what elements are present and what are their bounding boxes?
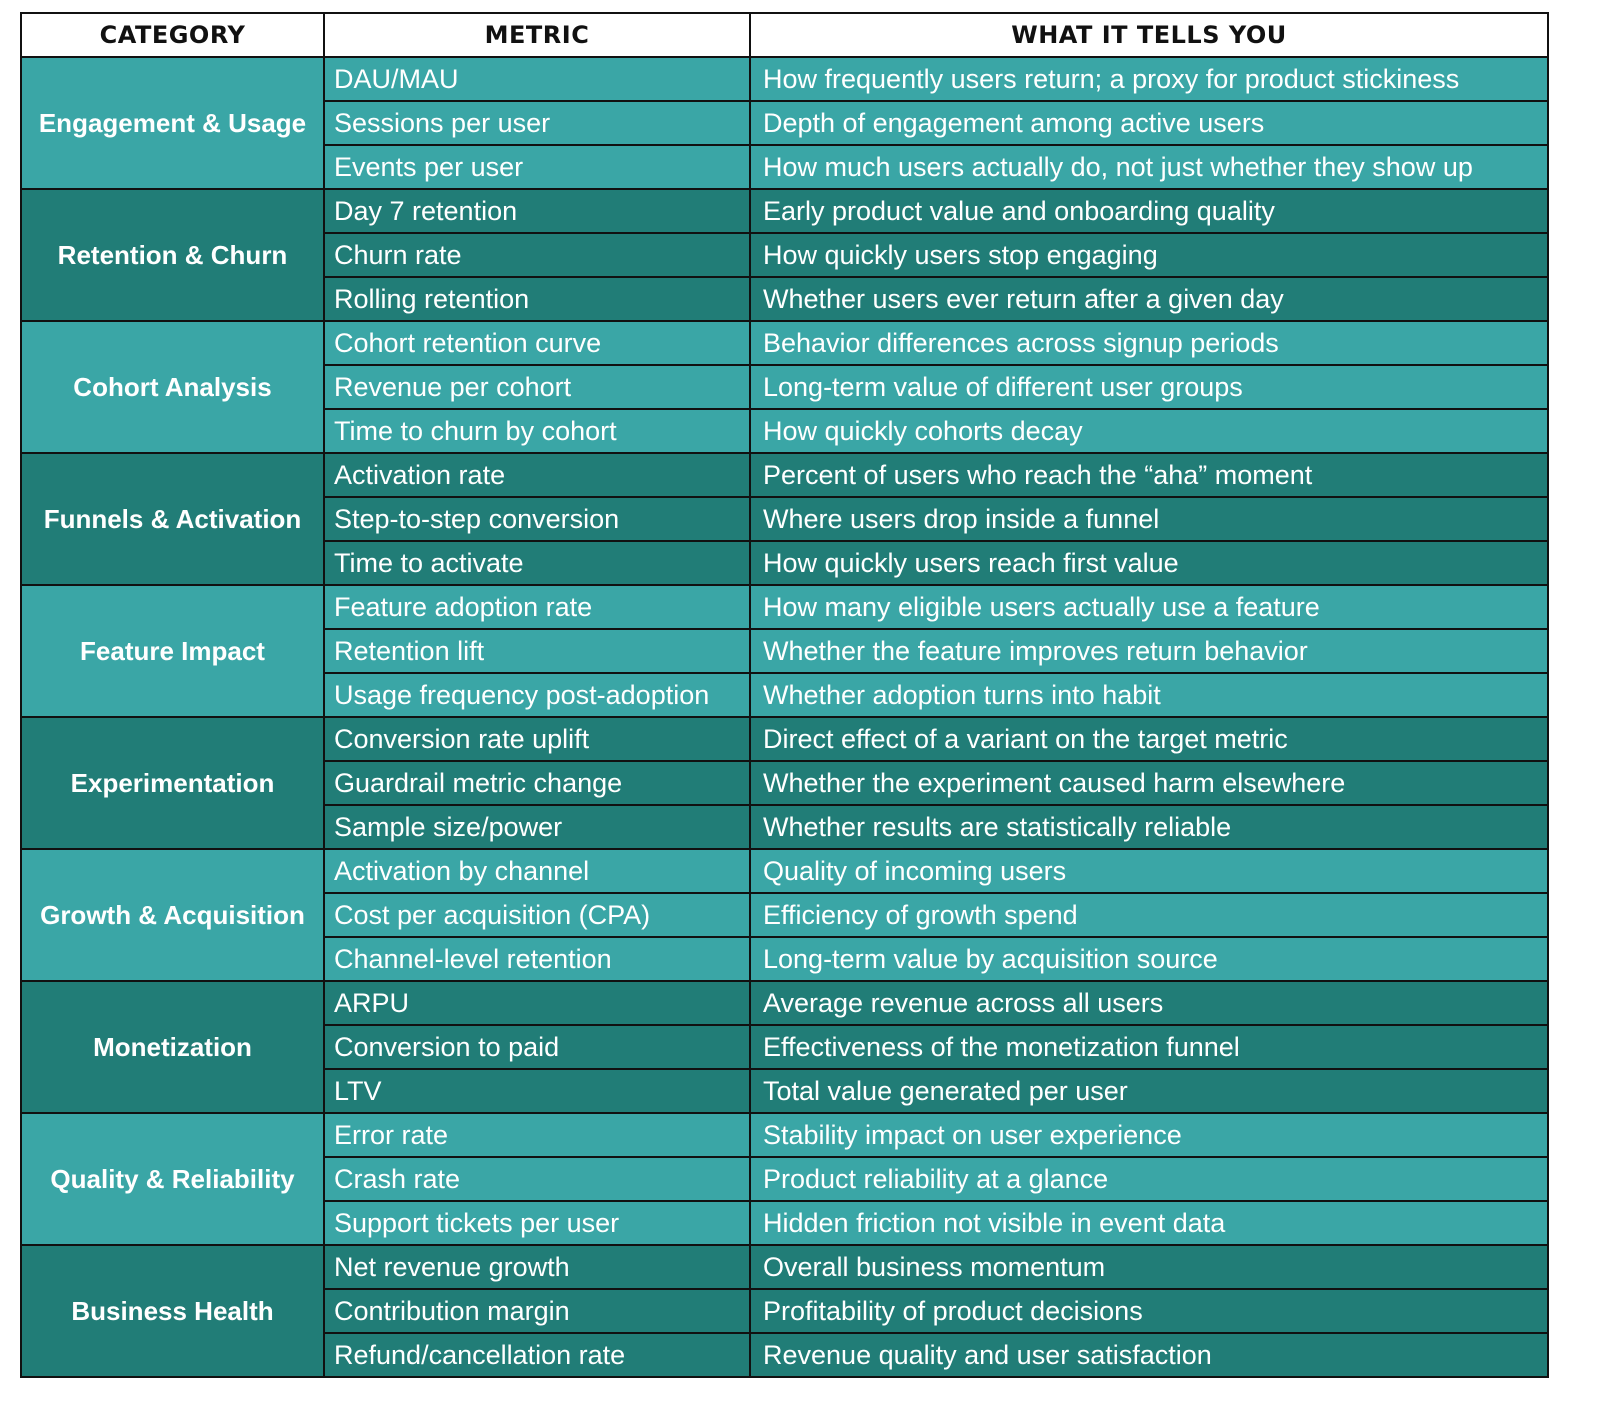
table-row bbox=[21, 981, 1548, 1025]
meaning-cell: Direct effect of a variant on the target metric bbox=[750, 717, 1548, 761]
table-body bbox=[21, 57, 1548, 1377]
category-cell: Funnels & Activation bbox=[21, 453, 324, 585]
meaning-cell: Whether results are statistically reliable bbox=[750, 805, 1548, 849]
metric-cell: Time to activate bbox=[324, 541, 750, 585]
meaning-cell: How many eligible users actually use a feature bbox=[750, 585, 1548, 629]
metric-cell: Time to churn by cohort bbox=[324, 409, 750, 453]
category-cell: Experimentation bbox=[21, 717, 324, 849]
metric-cell: Conversion to paid bbox=[324, 1025, 750, 1069]
metric-cell: Contribution margin bbox=[324, 1289, 750, 1333]
meaning-cell: Percent of users who reach the “aha” moment bbox=[750, 453, 1548, 497]
meaning-cell: How frequently users return; a proxy for product stickiness bbox=[750, 57, 1548, 101]
category-cell: Engagement & Usage bbox=[21, 57, 324, 189]
meaning-cell: Average revenue across all users bbox=[750, 981, 1548, 1025]
meaning-cell: How quickly users reach first value bbox=[750, 541, 1548, 585]
metric-cell: Guardrail metric change bbox=[324, 761, 750, 805]
meaning-cell: Revenue quality and user satisfaction bbox=[750, 1333, 1548, 1377]
header-metric: METRIC bbox=[324, 13, 750, 57]
meaning-cell: Whether the feature improves return behavior bbox=[750, 629, 1548, 673]
meaning-cell: Stability impact on user experience bbox=[750, 1113, 1548, 1157]
metric-cell: ARPU bbox=[324, 981, 750, 1025]
meaning-cell: Whether users ever return after a given day bbox=[750, 277, 1548, 321]
meaning-cell: Overall business momentum bbox=[750, 1245, 1548, 1289]
table-row bbox=[21, 585, 1548, 629]
table-row bbox=[21, 717, 1548, 761]
metric-cell: LTV bbox=[324, 1069, 750, 1113]
category-cell: Business Health bbox=[21, 1245, 324, 1377]
meaning-cell: Hidden friction not visible in event data bbox=[750, 1201, 1548, 1245]
metric-cell: Crash rate bbox=[324, 1157, 750, 1201]
category-cell: Quality & Reliability bbox=[21, 1113, 324, 1245]
table-row bbox=[21, 321, 1548, 365]
meaning-cell: Early product value and onboarding quality bbox=[750, 189, 1548, 233]
header-row bbox=[21, 13, 1548, 57]
meaning-cell: Depth of engagement among active users bbox=[750, 101, 1548, 145]
metric-cell: Events per user bbox=[324, 145, 750, 189]
category-cell: Feature Impact bbox=[21, 585, 324, 717]
metric-cell: Retention lift bbox=[324, 629, 750, 673]
table-row bbox=[21, 57, 1548, 101]
meaning-cell: Quality of incoming users bbox=[750, 849, 1548, 893]
metric-cell: Step-to-step conversion bbox=[324, 497, 750, 541]
metric-cell: DAU/MAU bbox=[324, 57, 750, 101]
metric-cell: Day 7 retention bbox=[324, 189, 750, 233]
meaning-cell: Long-term value by acquisition source bbox=[750, 937, 1548, 981]
meaning-cell: Profitability of product decisions bbox=[750, 1289, 1548, 1333]
table-row bbox=[21, 1113, 1548, 1157]
meaning-cell: How much users actually do, not just whether they show up bbox=[750, 145, 1548, 189]
metric-cell: Cost per acquisition (CPA) bbox=[324, 893, 750, 937]
metric-cell: Activation by channel bbox=[324, 849, 750, 893]
meaning-cell: How quickly users stop engaging bbox=[750, 233, 1548, 277]
meaning-cell: Behavior differences across signup periods bbox=[750, 321, 1548, 365]
metrics-table bbox=[20, 12, 1549, 1378]
meaning-cell: Long-term value of different user groups bbox=[750, 365, 1548, 409]
meaning-cell: Efficiency of growth spend bbox=[750, 893, 1548, 937]
meaning-cell: Product reliability at a glance bbox=[750, 1157, 1548, 1201]
metric-cell: Sessions per user bbox=[324, 101, 750, 145]
table-row bbox=[21, 189, 1548, 233]
meaning-cell: Where users drop inside a funnel bbox=[750, 497, 1548, 541]
header-category: CATEGORY bbox=[21, 13, 324, 57]
metric-cell: Churn rate bbox=[324, 233, 750, 277]
metric-cell: Cohort retention curve bbox=[324, 321, 750, 365]
metric-cell: Usage frequency post-adoption bbox=[324, 673, 750, 717]
category-cell: Cohort Analysis bbox=[21, 321, 324, 453]
metric-cell: Net revenue growth bbox=[324, 1245, 750, 1289]
category-cell: Monetization bbox=[21, 981, 324, 1113]
table-row bbox=[21, 849, 1548, 893]
category-cell: Growth & Acquisition bbox=[21, 849, 324, 981]
metric-cell: Feature adoption rate bbox=[324, 585, 750, 629]
metric-cell: Sample size/power bbox=[324, 805, 750, 849]
metric-cell: Support tickets per user bbox=[324, 1201, 750, 1245]
meaning-cell: Effectiveness of the monetization funnel bbox=[750, 1025, 1548, 1069]
metric-cell: Activation rate bbox=[324, 453, 750, 497]
metric-cell: Refund/cancellation rate bbox=[324, 1333, 750, 1377]
metric-cell: Error rate bbox=[324, 1113, 750, 1157]
meaning-cell: How quickly cohorts decay bbox=[750, 409, 1548, 453]
meaning-cell: Whether the experiment caused harm elsewhere bbox=[750, 761, 1548, 805]
meaning-cell: Total value generated per user bbox=[750, 1069, 1548, 1113]
table-row bbox=[21, 1245, 1548, 1289]
metric-cell: Rolling retention bbox=[324, 277, 750, 321]
table-row bbox=[21, 453, 1548, 497]
metric-cell: Revenue per cohort bbox=[324, 365, 750, 409]
metric-cell: Channel-level retention bbox=[324, 937, 750, 981]
metric-cell: Conversion rate uplift bbox=[324, 717, 750, 761]
header-what-it-tells-you: WHAT IT TELLS YOU bbox=[750, 13, 1548, 57]
category-cell: Retention & Churn bbox=[21, 189, 324, 321]
meaning-cell: Whether adoption turns into habit bbox=[750, 673, 1548, 717]
